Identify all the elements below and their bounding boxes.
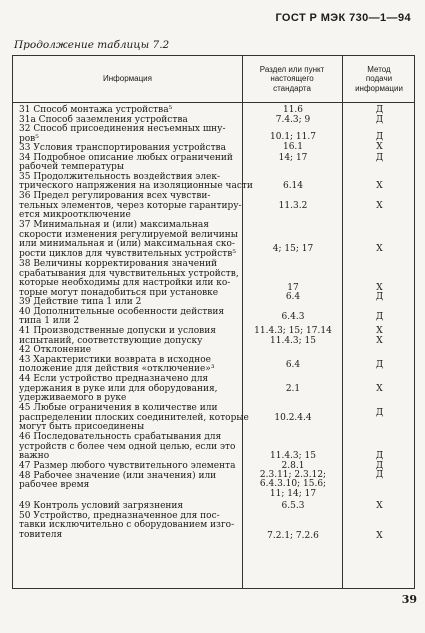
row-method: Д	[375, 292, 384, 302]
row-info: 40 Дополнительные особенности действия типа 1 или 2	[19, 306, 224, 326]
row-section: 2.3.11; 2.3.12; 6.4.3.10; 15.6; 11; 14; 17	[259, 469, 327, 499]
row-method: X	[376, 283, 383, 293]
row-info: 41 Производственные допуски и условия испытаний, соответствующие допуску	[19, 326, 216, 346]
row-section: 17	[287, 283, 299, 293]
row-method: Д	[375, 359, 384, 370]
row-info: 39 Действие типа 1 или 2	[19, 297, 142, 307]
row-section: 6.5.3	[281, 501, 305, 511]
row-method: X	[376, 244, 383, 254]
row-info: 38 Величины корректирования значений срабатывания для чувствительных устройств, которые необходимы для настройки или ко- торые могут понадобиться при установке	[19, 259, 239, 298]
row-method: Д	[375, 114, 384, 125]
row-section: 2.1	[285, 384, 301, 394]
row-section: 7.4.3; 9	[275, 114, 311, 125]
row-info: 37 Минимальная и (или) максимальная скорости изменения регулируемой величины или минимальная и (или) максимальная ско- рости циклов для чувствительных устройств⁵	[19, 220, 238, 259]
row-info: 31 Способ монтажа устройства⁵	[19, 105, 173, 115]
row-section: 11.4.3; 15 2.8.1	[270, 451, 316, 471]
row-section: 14; 17	[278, 152, 308, 163]
row-method: Д	[375, 105, 384, 115]
row-section: 7.2.1; 7.2.6	[267, 530, 319, 541]
header-section: Раздел или пункт настоящего стандарта	[259, 65, 325, 93]
row-info: 34 Подробное описание любых ограничений рабочей температуры	[19, 152, 233, 172]
row-info: 43 Характеристики возврата в исходное положение для действия «отключение»³	[19, 354, 215, 374]
table	[12, 55, 415, 589]
row-method: Д	[375, 152, 384, 163]
row-info: 50 Устройство, предназначенное для пос- тавки исключительно с оборудованием изго- товителя	[19, 510, 235, 540]
row-info: 44 Если устройство предназначено для удержания в руке или для оборудования, удерживаемого в руке	[19, 374, 218, 403]
row-info: 31а Способ заземления устройства	[19, 114, 188, 125]
row-info: 46 Последовательность срабатывания для устройств с более чем одной целью, если это важно	[19, 432, 236, 461]
row-info: 47 Размер любого чувствительного элемента	[19, 461, 236, 471]
row-section: 6.4	[285, 359, 301, 370]
row-info: 35 Продолжительность воздействия элек- трического напряжения на изоляционные части	[19, 171, 253, 191]
row-section: 6.14	[282, 180, 304, 191]
row-method: X	[376, 384, 383, 394]
row-info: 45 Любые ограничения в количестве или распределении плоских соединителей, которые могут быть присоединены	[19, 403, 249, 432]
row-info: 33 Условия транспортирования устройства	[19, 143, 226, 153]
row-section: 6.4	[285, 292, 301, 302]
row-section: 11.4.3; 15; 17.14 11.4.3; 15	[254, 326, 332, 346]
row-method: Д Д	[375, 451, 384, 471]
table-caption: Продолжение таблицы 7.2	[14, 39, 170, 51]
header-divider	[13, 102, 414, 103]
row-section: 11.6	[282, 105, 304, 115]
row-info: 42 Отклонение	[19, 345, 92, 355]
row-method: X	[376, 501, 383, 511]
row-section: 6.4.3	[281, 311, 305, 322]
row-info: 36 Предел регулирования всех чувстви- тельных элементов, через которые гарантиру- ется микроотключение	[19, 191, 242, 220]
row-method: Д	[375, 311, 384, 322]
header-info: Информация	[103, 74, 152, 84]
header-method: Метод подачи информации	[355, 65, 403, 93]
row-info: 48 Рабочее значение (или значения) или рабочее время	[19, 470, 217, 490]
document-code: ГОСТ Р МЭК 730—1—94	[275, 12, 411, 24]
row-section: 10.2.4.4	[274, 413, 312, 423]
row-method: Д X	[375, 132, 384, 152]
row-method: Д	[375, 408, 384, 418]
row-info: 32 Способ присоединения несъемных шну- ров⁵	[19, 124, 226, 144]
row-method: X	[376, 201, 383, 211]
row-section: 4; 15; 17	[272, 244, 314, 254]
row-method: Д	[375, 469, 384, 480]
row-method: X	[376, 530, 383, 541]
row-method: X	[376, 180, 383, 191]
row-info: 49 Контроль условий загрязнения	[19, 501, 184, 511]
row-section: 10.1; 11.7 16.1	[270, 132, 316, 152]
row-section: 11.3.2	[278, 201, 308, 211]
row-method: X X	[376, 326, 383, 346]
page-number: 39	[401, 593, 417, 606]
